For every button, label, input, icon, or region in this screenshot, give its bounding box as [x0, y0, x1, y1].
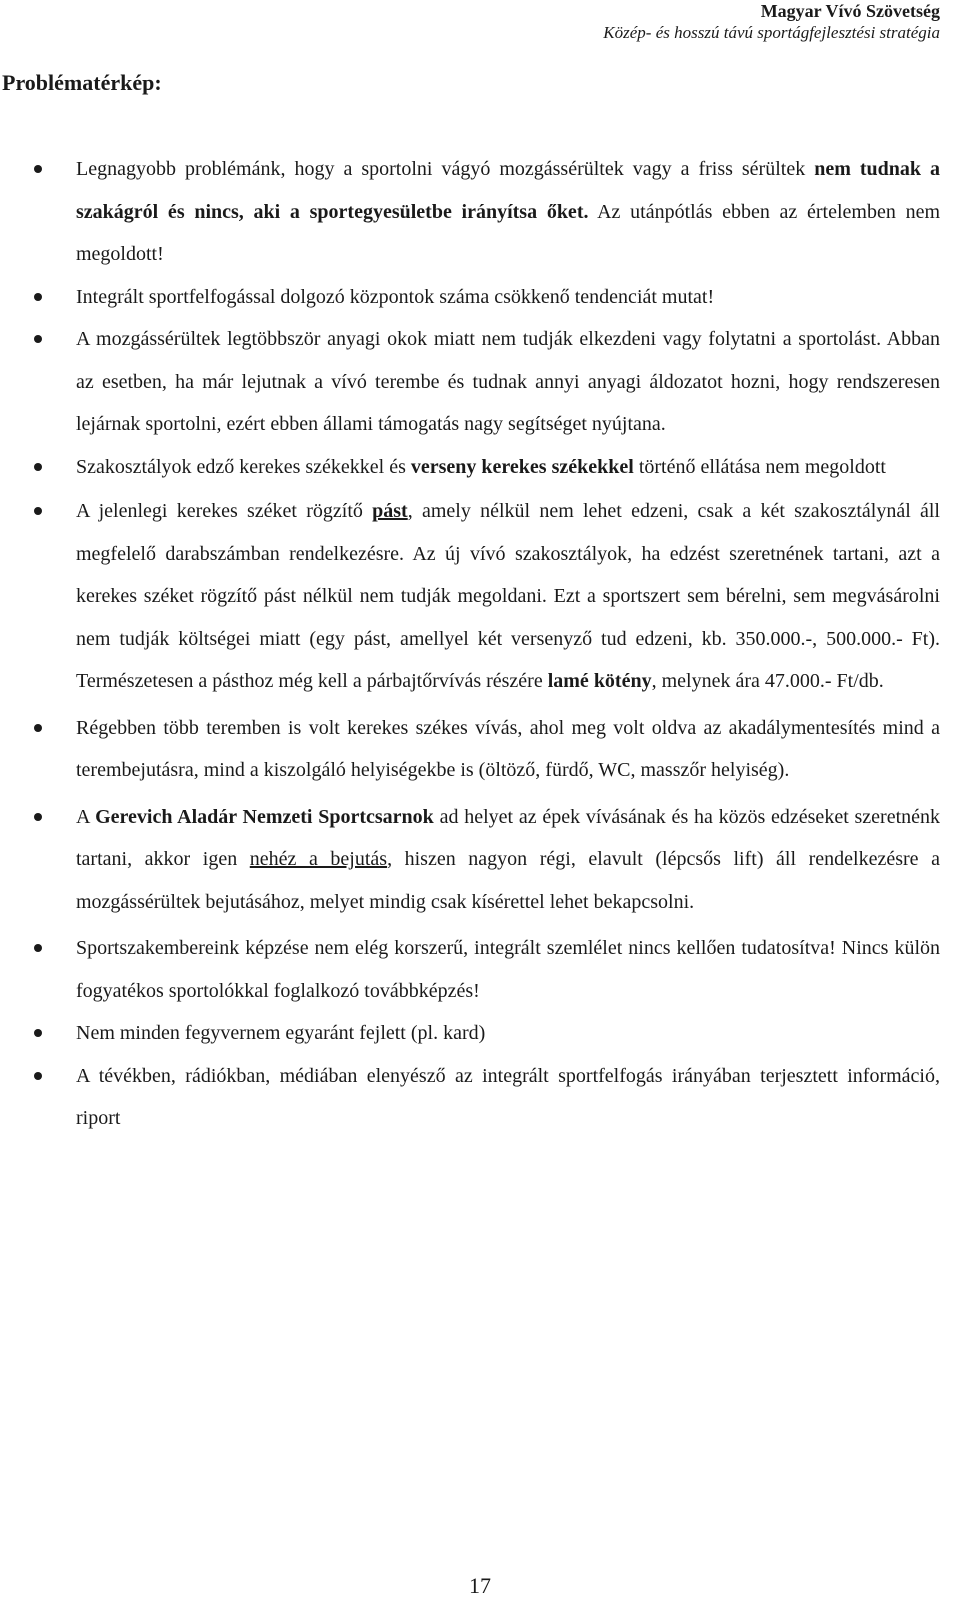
bullet-icon [34, 944, 42, 952]
bullet-icon [34, 1072, 42, 1080]
list-item: Integrált sportfelfogással dolgozó központok száma csökkenő tendenciát mutat! [0, 276, 960, 319]
list-item: A tévékben, rádiókban, médiában elenyésző az integrált sportfelfogás irányában terjesztett információ, riport [0, 1055, 960, 1140]
section-title: Problématérkép: [2, 70, 162, 95]
header-subtitle: Közép- és hosszú távú sportágfejlesztési stratégia [603, 23, 940, 42]
bullet-icon [34, 335, 42, 343]
list-item: Nem minden fegyvernem egyaránt fejlett (pl. kard) [0, 1012, 960, 1055]
page-number: 17 [469, 1573, 491, 1598]
page-header [603, 0, 940, 44]
header-organization: Magyar Vívó Szövetség [760, 1, 940, 21]
list-item: A Gerevich Aladár Nemzeti Sportcsarnok ad helyet az épek vívásának és ha közös edzéseket szeretnénk tartani, akkor igen nehéz a bejutás, hiszen nagyon régi, elavult (lépcsős lift) áll rendelkezésre a mozgássérültek bejutásához, melyet mindig csak kísérettel lehet bekapcsolni. [0, 796, 960, 924]
bullet-icon [34, 507, 42, 515]
problem-list [0, 148, 960, 1140]
bullet-icon [34, 463, 42, 471]
list-item: A jelenlegi kerekes széket rögzítő pást, amely nélkül nem lehet edzeni, csak a két szakosztálynál áll megfelelő darabszámban rendelkezésre. Az új vívó szakosztályok, ha edzést szeretnének tartani, azt a kerekes széket rögzítő pást nélkül nem tudják megoldani. Ezt a sportszert sem bérelni, sem megvásárolni nem tudják költségei miatt (egy pást, amellyel két versenyző tud edzeni, kb. 350.000.-, 500.000.- Ft). Természetesen a pásthoz még kell a párbajtőrvívás részére lamé kötény, melynek ára 47.000.- Ft/db. [0, 490, 960, 703]
list-item: Sportszakembereink képzése nem elég korszerű, integrált szemlélet nincs kellően tudatosítva! Nincs külön fogyatékos sportolókkal foglalkozó továbbképzés! [0, 927, 960, 1012]
list-item: Régebben több teremben is volt kerekes székes vívás, ahol meg volt oldva az akadálymentesítés mind a terembejutásra, mind a kiszolgáló helyiségekbe is (öltöző, fürdő, WC, masszőr helyiség). [0, 707, 960, 792]
list-item: A mozgássérültek legtöbbször anyagi okok miatt nem tudják elkezdeni vagy folytatni a sportolást. Abban az esetben, ha már lejutnak a vívó terembe és tudnak annyi anyagi áldozatot hozni, hogy rendszeresen lejárnak sportolni, ezért ebben állami támogatás nagy segítséget nyújtana. [0, 318, 960, 446]
list-item: Szakosztályok edző kerekes székekkel és verseny kerekes székekkel történő ellátása nem megoldott [0, 446, 960, 489]
bullet-icon [34, 813, 42, 821]
list-item: Legnagyobb problémánk, hogy a sportolni vágyó mozgássérültek vagy a friss sérültek nem tudnak a szakágról és nincs, aki a sportegyesületbe irányítsa őket. Az utánpótlás ebben az értelemben nem megoldott! [0, 148, 960, 276]
bullet-icon [34, 293, 42, 301]
bullet-icon [34, 724, 42, 732]
bullet-icon [34, 1029, 42, 1037]
bullet-icon [34, 165, 42, 173]
